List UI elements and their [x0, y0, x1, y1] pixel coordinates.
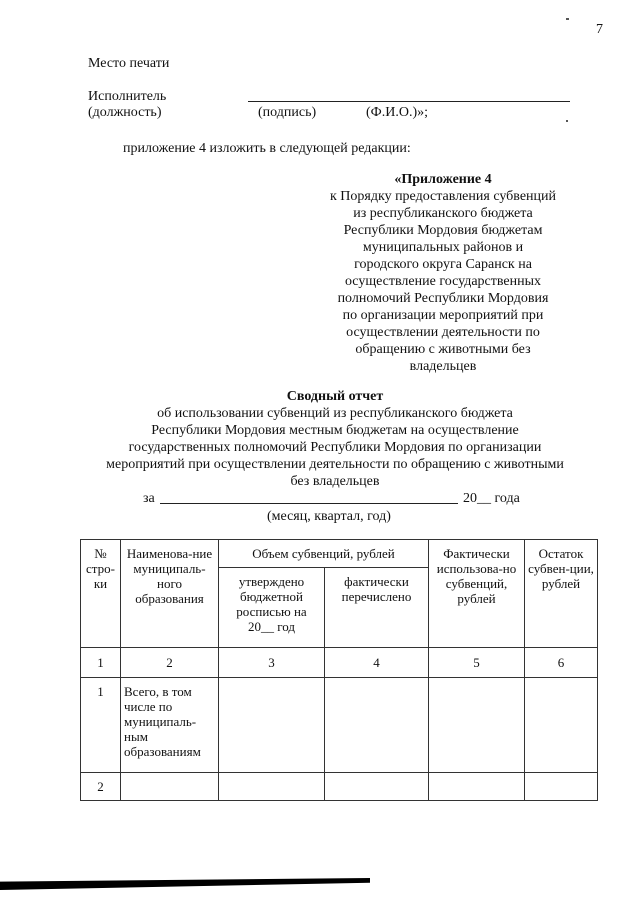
appendix-line: к Порядку предоставления субвенций — [329, 189, 557, 204]
row-municipality — [121, 773, 219, 801]
appendix-line: муниципальных районов и — [362, 240, 524, 255]
cell-transferred — [325, 773, 429, 801]
column-number: 1 — [81, 648, 121, 678]
appendix-line: полномочий Республики Мордовия — [337, 291, 549, 306]
cell-approved — [219, 773, 325, 801]
period-suffix: 20__ года — [463, 491, 520, 506]
signature-line — [248, 101, 570, 102]
cell-used — [429, 773, 525, 801]
report-title: Сводный отчет — [286, 389, 384, 404]
stamp-place-label: Место печати — [88, 56, 170, 71]
header-transferred: фактически перечислено — [325, 568, 429, 648]
appendix-block — [300, 171, 586, 375]
position-caption: (должность) — [88, 105, 162, 120]
instruction-text: приложение 4 изложить в следующей редакции: — [123, 141, 411, 156]
column-number: 6 — [525, 648, 598, 678]
column-number: 2 — [121, 648, 219, 678]
header-subvention-volume: Объем субвенций, рублей — [219, 540, 429, 568]
appendix-line: осуществлении деятельности по — [346, 325, 540, 340]
header-remainder: Остаток субвен-ции, рублей — [525, 540, 598, 648]
report-subtitle-line: государственных полномочий Республики Мордовия по организации — [128, 440, 542, 455]
row-number: 2 — [81, 773, 121, 801]
table-row — [81, 678, 598, 773]
appendix-line: осуществление государственных — [344, 274, 542, 289]
header-municipality: Наименова-ние муниципаль-ного образования — [121, 540, 219, 648]
report-title-block — [70, 388, 600, 490]
report-subtitle-line: мероприятий при осуществлении деятельности по обращению с животными — [106, 457, 564, 472]
appendix-line: по организации мероприятий при — [342, 308, 544, 323]
cell-remainder — [525, 678, 598, 773]
cell-remainder — [525, 773, 598, 801]
name-caption: (Ф.И.О.)»; — [366, 105, 428, 120]
appendix-line: обращению с животными без — [355, 342, 531, 357]
report-subtitle-line: Республики Мордовия местным бюджетам на осуществление — [151, 423, 519, 438]
row-municipality: Всего, в том числе по муниципаль-ным образованиям — [121, 678, 219, 773]
column-number: 4 — [325, 648, 429, 678]
table-header-row — [81, 540, 598, 568]
executor-label: Исполнитель — [88, 89, 167, 104]
report-subtitle-line: об использовании субвенций из республиканского бюджета — [157, 406, 513, 421]
appendix-line: из республиканского бюджета — [353, 206, 533, 221]
table-row — [81, 773, 598, 801]
cell-transferred — [325, 678, 429, 773]
scan-speck — [566, 120, 568, 122]
cell-used — [429, 678, 525, 773]
period-prefix: за — [143, 491, 155, 506]
scan-speck — [566, 18, 569, 20]
page-number: 7 — [596, 22, 603, 37]
report-table — [80, 539, 598, 801]
column-number: 3 — [219, 648, 325, 678]
header-used: Фактически использова-но субвенций, рублей — [429, 540, 525, 648]
signature-caption: (подпись) — [258, 105, 317, 120]
header-approved: утверждено бюджетной росписью на 20__ год — [219, 568, 325, 648]
period-line — [160, 503, 458, 504]
scan-edge-bar — [0, 878, 370, 890]
appendix-line: владельцев — [409, 359, 477, 374]
table-column-numbers-row — [81, 648, 598, 678]
report-subtitle-line: без владельцев — [290, 474, 380, 489]
column-number: 5 — [429, 648, 525, 678]
appendix-line: Республики Мордовия бюджетам — [343, 223, 543, 238]
period-caption: (месяц, квартал, год) — [267, 509, 391, 524]
header-row-number: № стро-ки — [81, 540, 121, 648]
appendix-line: городского округа Саранск на — [354, 257, 532, 272]
appendix-title: «Приложение 4 — [394, 172, 492, 187]
row-number: 1 — [81, 678, 121, 773]
cell-approved — [219, 678, 325, 773]
